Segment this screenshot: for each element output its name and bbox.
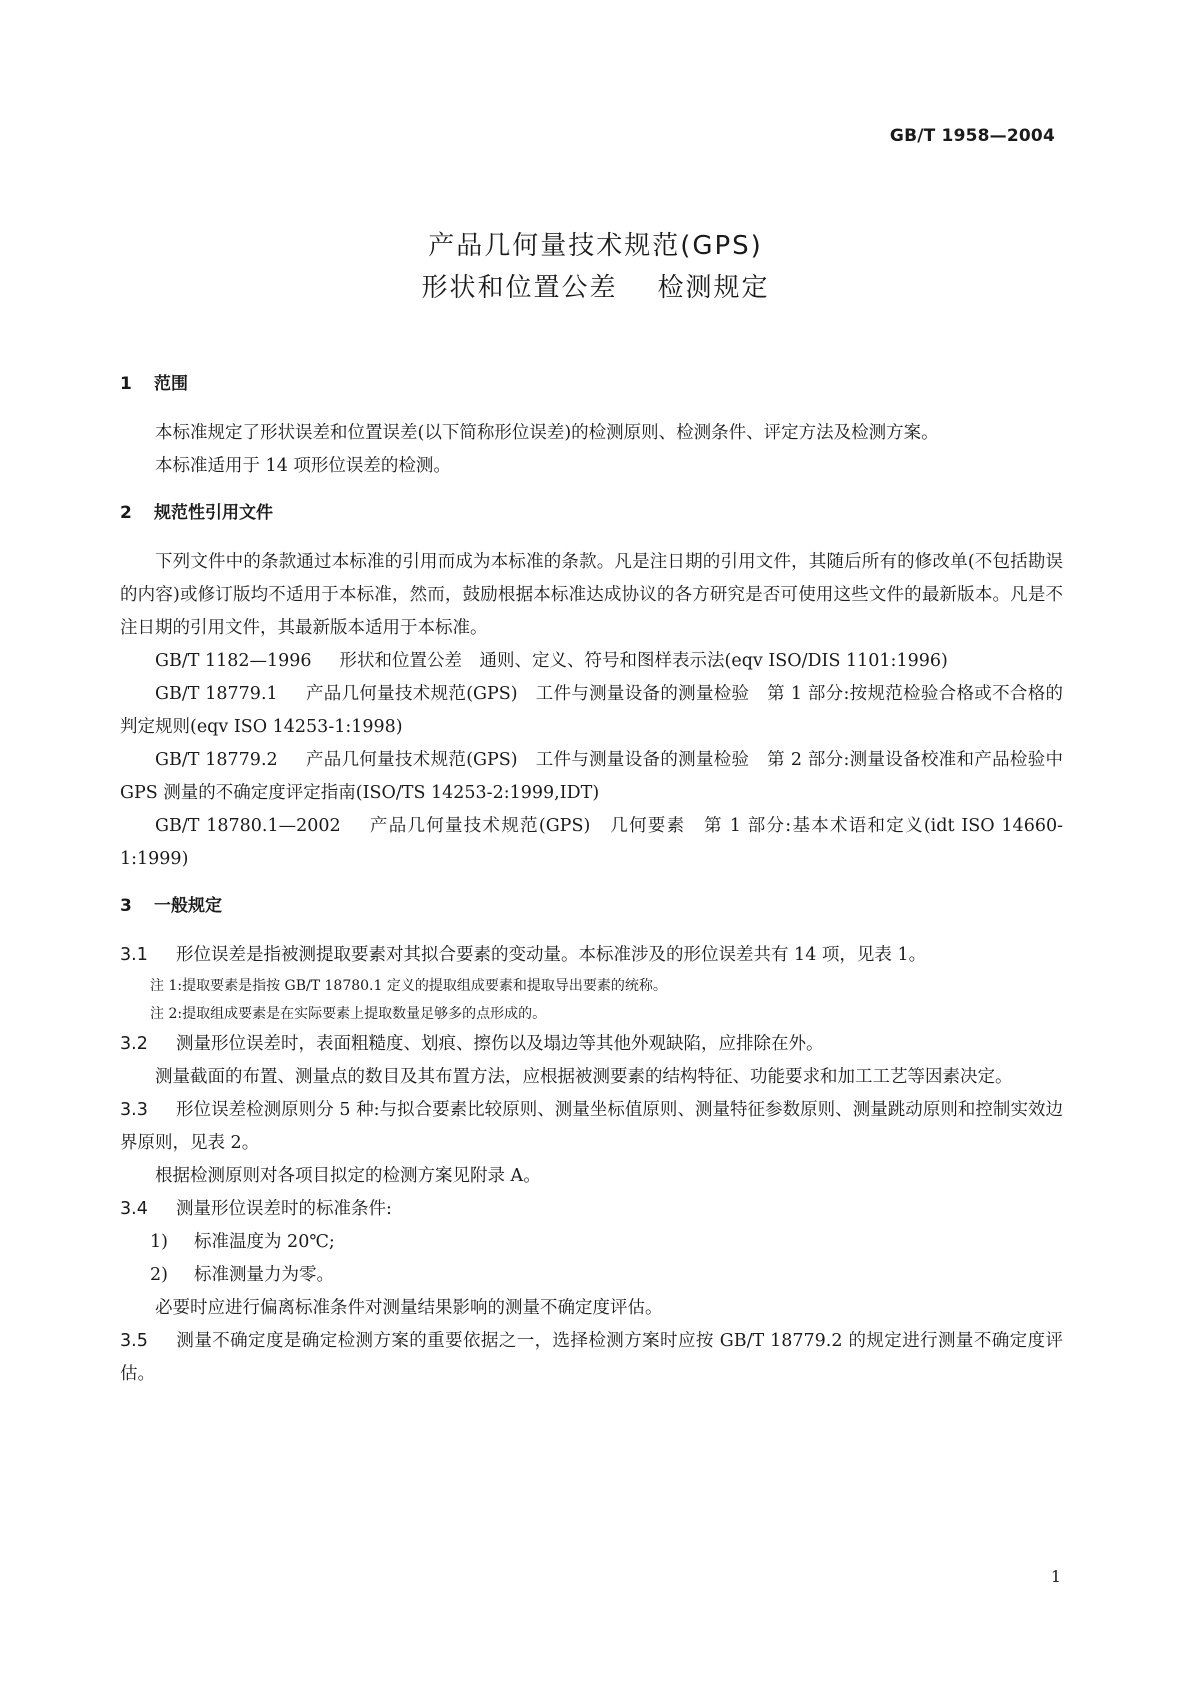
reference-code: GB/T 1182—1996 bbox=[155, 651, 312, 671]
clause-3-4-number: 3.4 bbox=[120, 1199, 148, 1219]
clause-3-1-text: 形位误差是指被测提取要素对其拟合要素的变动量。本标准涉及的形位误差共有 14 项，见表 1。 bbox=[176, 945, 927, 965]
clause-3-4 bbox=[120, 1193, 1063, 1226]
list-item-text: 标准测量力为零。 bbox=[194, 1265, 334, 1285]
reference-text: 产品几何量技术规范(GPS) 工件与测量设备的测量检验 第 2 部分:测量设备校准和产品检验中 GPS 测量的不确定度评定指南(ISO/TS 14253-2:1999,IDT) bbox=[120, 750, 1063, 803]
section-1-paragraph-1: 本标准规定了形状误差和位置误差(以下简称形位误差)的检测原则、检测条件、评定方法及检测方案。 bbox=[155, 423, 939, 443]
clause-3-2-paragraph: 测量截面的布置、测量点的数目及其布置方法，应根据被测要素的结构特征、功能要求和加工工艺等因素决定。 bbox=[155, 1067, 1013, 1087]
page-number: 1 bbox=[1050, 1567, 1061, 1586]
section-3-title: 一般规定 bbox=[154, 896, 222, 916]
list-item bbox=[120, 1259, 1063, 1292]
title-line-1: 产品几何量技术规范(GPS) bbox=[428, 231, 763, 261]
clause-3-5-number: 3.5 bbox=[120, 1331, 148, 1351]
clause-3-2 bbox=[120, 1028, 1063, 1061]
clause-3-4-paragraph: 必要时应进行偏离标准条件对测量结果影响的测量不确定度评估。 bbox=[155, 1298, 663, 1318]
section-1-number: 1 bbox=[120, 374, 132, 394]
clause-3-4-text: 测量形位误差时的标准条件: bbox=[176, 1199, 392, 1219]
reference-item bbox=[120, 810, 1063, 876]
reference-item bbox=[120, 678, 1063, 744]
clause-3-3-paragraph: 根据检测原则对各项目拟定的检测方案见附录 A。 bbox=[155, 1166, 541, 1186]
document-body bbox=[120, 368, 1063, 1391]
section-3-number: 3 bbox=[120, 896, 132, 916]
list-item bbox=[120, 1226, 1063, 1259]
section-1-title: 范围 bbox=[154, 374, 188, 394]
section-2-heading bbox=[120, 497, 1063, 530]
title-line-2 bbox=[0, 267, 1191, 309]
list-item-number: 2) bbox=[150, 1265, 168, 1285]
standard-number: GB/T 1958—2004 bbox=[889, 126, 1055, 146]
reference-code: GB/T 18780.1—2002 bbox=[155, 816, 341, 836]
section-2-paragraph-1: 下列文件中的条款通过本标准的引用而成为本标准的条款。凡是注日期的引用文件，其随后所有的修改单(不包括勘误的内容)或修订版均不适用于本标准，然而，鼓励根据本标准达成协议的各方研究是否可使用这些文件的最新版本。凡是不注日期的引用文件，其最新版本适用于本标准。 bbox=[120, 552, 1063, 638]
reference-text: 产品几何量技术规范(GPS) 工件与测量设备的测量检验 第 1 部分:按规范检验合格或不合格的判定规则(eqv ISO 14253-1:1998) bbox=[120, 684, 1063, 737]
note-1: 注 1:提取要素是指按 GB/T 18780.1 定义的提取组成要素和提取导出要素的统称。 bbox=[150, 978, 667, 994]
reference-code: GB/T 18779.1 bbox=[155, 684, 278, 704]
reference-item bbox=[120, 744, 1063, 810]
reference-text: 产品几何量技术规范(GPS) 几何要素 第 1 部分:基本术语和定义(idt ISO 14660-1:1999) bbox=[120, 816, 1064, 869]
clause-3-2-text: 测量形位误差时，表面粗糙度、划痕、擦伤以及塌边等其他外观缺陷，应排除在外。 bbox=[176, 1034, 824, 1054]
clause-3-3-text: 形位误差检测原则分 5 种:与拟合要素比较原则、测量坐标值原则、测量特征参数原则、测量跳动原则和控制实效边界原则，见表 2。 bbox=[120, 1100, 1063, 1153]
title-line-2-part-b: 检测规定 bbox=[657, 273, 770, 303]
document-title bbox=[0, 225, 1191, 309]
clause-3-2-number: 3.2 bbox=[120, 1034, 148, 1054]
section-3-heading bbox=[120, 890, 1063, 923]
section-2-title: 规范性引用文件 bbox=[154, 503, 273, 523]
reference-code: GB/T 18779.2 bbox=[155, 750, 278, 770]
list-item-text: 标准温度为 20℃; bbox=[194, 1232, 335, 1252]
clause-3-5 bbox=[120, 1325, 1063, 1391]
section-1-paragraph-2: 本标准适用于 14 项形位误差的检测。 bbox=[155, 456, 451, 476]
clause-3-5-text: 测量不确定度是确定检测方案的重要依据之一，选择检测方案时应按 GB/T 18779.2 的规定进行测量不确定度评估。 bbox=[120, 1331, 1063, 1384]
list-item-number: 1) bbox=[150, 1232, 168, 1252]
clause-3-3 bbox=[120, 1094, 1063, 1160]
clause-3-1 bbox=[120, 939, 1063, 972]
clause-3-3-number: 3.3 bbox=[120, 1100, 148, 1120]
reference-item bbox=[120, 645, 1063, 678]
note-2: 注 2:提取组成要素是在实际要素上提取数量足够多的点形成的。 bbox=[150, 1006, 547, 1022]
title-line-2-part-a: 形状和位置公差 bbox=[421, 273, 618, 303]
reference-text: 形状和位置公差 通则、定义、符号和图样表示法(eqv ISO/DIS 1101:1996) bbox=[339, 651, 948, 671]
section-1-heading bbox=[120, 368, 1063, 401]
clause-3-1-number: 3.1 bbox=[120, 945, 148, 965]
section-2-number: 2 bbox=[120, 503, 132, 523]
